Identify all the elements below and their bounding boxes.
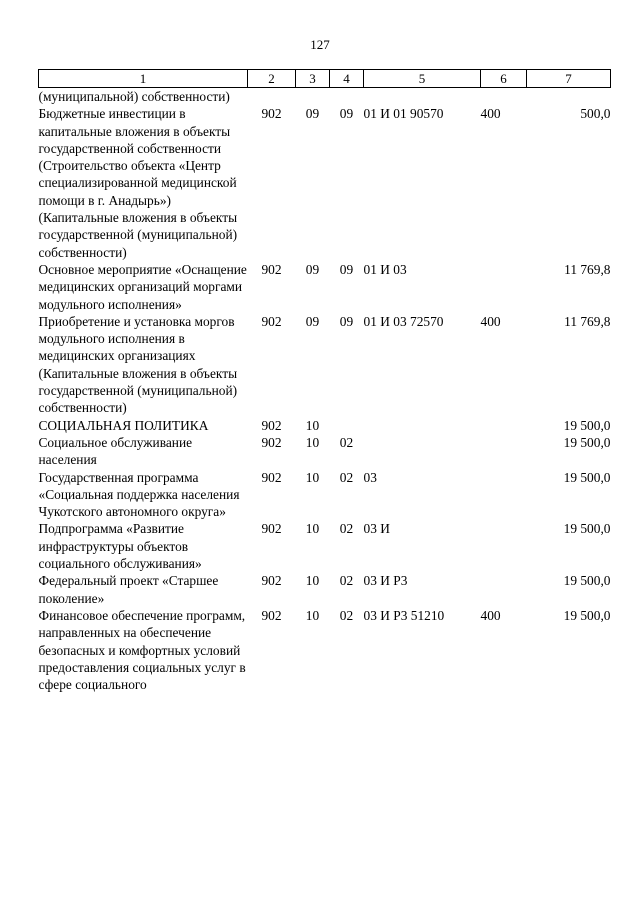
row-amount: 19 500,0 <box>563 521 611 537</box>
row-expense-type <box>481 434 527 469</box>
row-amount: 11 769,8 <box>564 313 611 329</box>
row-name: Социальное обслуживание населения <box>38 434 193 468</box>
row-section: 10 <box>305 607 320 623</box>
row-target-article: 01 И 03 <box>363 261 407 277</box>
row-section: 10 <box>305 469 320 485</box>
row-amount: 19 500,0 <box>563 417 611 433</box>
row-section: 09 <box>305 261 320 277</box>
table-header-row <box>39 70 611 88</box>
row-ministry-code: 902 <box>261 313 282 329</box>
row-subsection: 02 <box>339 521 354 537</box>
row-section: 09 <box>305 106 320 122</box>
row-subsection: 02 <box>339 607 354 623</box>
row-subsection: 09 <box>339 313 354 329</box>
row-amount: 19 500,0 <box>563 434 611 450</box>
row-name: Государственная программа «Социальная поддержка населения Чукотского автономного округа» <box>38 469 240 520</box>
column-header-5: 5 <box>364 70 481 88</box>
row-target-article: 01 И 01 90570 <box>363 106 444 122</box>
row-subsection: 09 <box>339 261 354 277</box>
row-ministry-code: 902 <box>261 106 282 122</box>
column-header-7: 7 <box>527 70 611 88</box>
row-amount: 19 500,0 <box>563 469 611 485</box>
row-section: 10 <box>305 417 320 433</box>
row-ministry-code: 902 <box>261 521 282 537</box>
row-ministry-code: 902 <box>261 607 282 623</box>
row-expense-type <box>481 572 527 607</box>
row-name: Подпрограмма «Развитие инфраструктуры объектов социального обслуживания» <box>38 521 202 572</box>
row-ministry-code: 902 <box>261 573 282 589</box>
column-header-4: 4 <box>330 70 364 88</box>
row-section: 10 <box>305 521 320 537</box>
row-target-article <box>364 88 481 106</box>
row-target-article: 03 <box>363 469 377 485</box>
row-target-article: 03 И Р3 <box>363 573 408 589</box>
table-row <box>39 520 611 572</box>
row-amount: 500,0 <box>580 106 611 122</box>
row-expense-type: 400 <box>480 106 501 122</box>
row-ministry-code: 902 <box>261 434 282 450</box>
budget-table <box>38 69 611 693</box>
table-row <box>39 313 611 417</box>
table-row <box>39 469 611 521</box>
row-expense-type: 400 <box>480 313 501 329</box>
table-row <box>39 105 611 261</box>
column-header-2: 2 <box>248 70 296 88</box>
row-subsection <box>330 88 364 106</box>
row-target-article: 01 И 03 72570 <box>363 313 444 329</box>
table-row <box>39 572 611 607</box>
row-ministry-code: 902 <box>261 417 282 433</box>
row-target-article: 03 И <box>363 521 390 537</box>
row-target-article <box>364 417 481 434</box>
column-header-3: 3 <box>296 70 330 88</box>
column-header-6: 6 <box>481 70 527 88</box>
row-name: Основное мероприятие «Оснащение медицинских организаций моргами модульного исполнения» <box>38 261 247 312</box>
row-ministry-code <box>248 88 296 106</box>
row-section <box>296 88 330 106</box>
row-subsection: 09 <box>339 106 354 122</box>
row-expense-type <box>481 261 527 313</box>
table-row <box>39 434 611 469</box>
table-row <box>39 607 611 693</box>
row-name: (муниципальной) собственности) <box>38 89 230 104</box>
column-header-1: 1 <box>39 70 248 88</box>
table-row <box>39 88 611 106</box>
row-expense-type <box>481 88 527 106</box>
row-name: Приобретение и установка моргов модульного исполнения в медицинских организациях (Капитальные вложения в объекты государственной (муниципальной) собственности) <box>38 313 238 416</box>
row-section: 09 <box>305 313 320 329</box>
row-amount <box>527 88 611 106</box>
row-section: 10 <box>305 434 320 450</box>
row-subsection <box>330 417 364 434</box>
row-expense-type <box>481 520 527 572</box>
row-amount: 19 500,0 <box>563 607 611 623</box>
row-amount: 11 769,8 <box>564 261 611 277</box>
row-name: Федеральный проект «Старшее поколение» <box>38 573 219 606</box>
row-subsection: 02 <box>339 573 354 589</box>
row-expense-type <box>481 469 527 521</box>
row-ministry-code: 902 <box>261 469 282 485</box>
table-row <box>39 417 611 434</box>
row-target-article: 03 И Р3 51210 <box>363 607 445 623</box>
page-number: 127 <box>310 37 330 52</box>
row-section: 10 <box>305 573 320 589</box>
row-name: Финансовое обеспечение программ, направленных на обеспечение безопасных и комфортных условий предоставления социальных услуг в сфере социального <box>38 607 246 693</box>
row-name: СОЦИАЛЬНАЯ ПОЛИТИКА <box>38 417 209 433</box>
row-subsection: 02 <box>339 469 354 485</box>
table-row <box>39 261 611 313</box>
row-target-article <box>364 434 481 469</box>
row-expense-type: 400 <box>480 607 501 623</box>
row-amount: 19 500,0 <box>563 573 611 589</box>
row-ministry-code: 902 <box>261 261 282 277</box>
row-subsection: 02 <box>339 434 354 450</box>
row-expense-type <box>481 417 527 434</box>
row-name: Бюджетные инвестиции в капитальные вложения в объекты государственной собственности (Строительство объекта «Центр специализированной медицинской помощи в г. Анадырь») (Капитальные вложения в объекты государственной (муниципальной) собственности) <box>38 106 238 260</box>
